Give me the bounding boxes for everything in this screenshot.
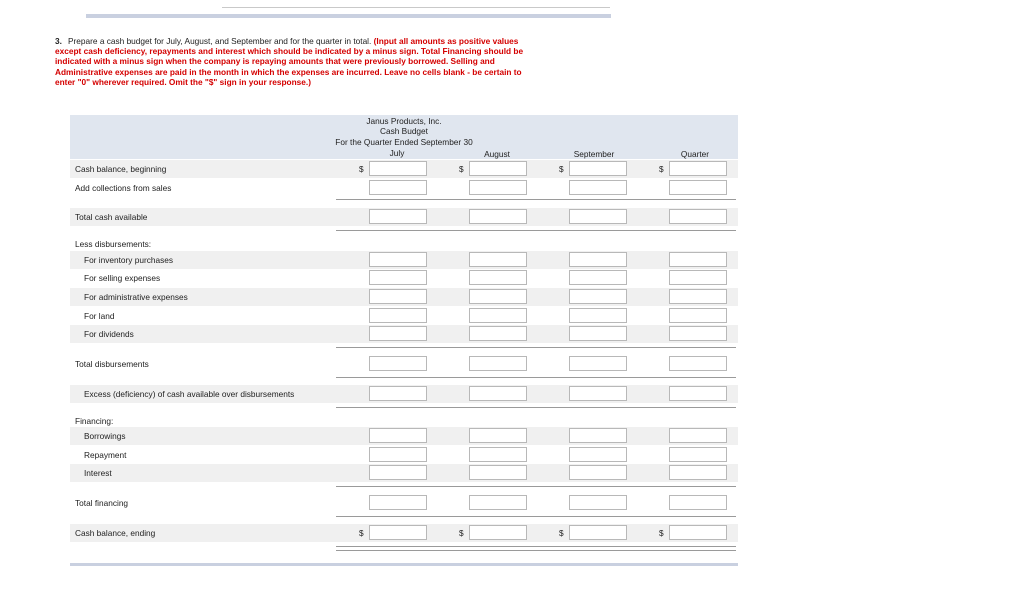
column-header-quarter: Quarter (680, 149, 710, 159)
dividends-september-input[interactable] (569, 326, 627, 341)
row-land (70, 307, 738, 325)
row-label: Repayment (84, 450, 127, 460)
cash-ending-august-input[interactable] (469, 525, 527, 540)
row-dividends (70, 325, 738, 343)
total-cash-available-quarter-input[interactable] (669, 209, 727, 224)
borrowings-september-input[interactable] (569, 428, 627, 443)
collections-august-input[interactable] (469, 180, 527, 195)
cash-beginning-july-input[interactable] (369, 161, 427, 176)
dividends-august-input[interactable] (469, 326, 527, 341)
interest-september-input[interactable] (569, 465, 627, 480)
row-label: Total disbursements (75, 359, 149, 369)
question-red-instructions: (Input all amounts as positive values except cash deficiency, repayments and interest which should be indicated by a minus sign. Total Financing should be indicated with a minus sign when the company is repaying amounts that were previously borrowed. Selling and Administrative expenses are paid in the month in which the expenses are incurred. Leave no cells blank - be certain to enter "0" wherever required. Omit the "$" sign in your response.) (55, 36, 524, 87)
admin-august-input[interactable] (469, 289, 527, 304)
row-label: Cash balance, ending (75, 528, 156, 538)
row-label: Excess (deficiency) of cash available over disbursements (84, 389, 295, 399)
excess-september-input[interactable] (569, 386, 627, 401)
collections-july-input[interactable] (369, 180, 427, 195)
table-header (70, 115, 738, 159)
dollar-sign: $ (459, 164, 464, 174)
land-september-input[interactable] (569, 308, 627, 323)
dollar-sign: $ (559, 164, 564, 174)
row-selling-expenses (70, 269, 738, 287)
repayment-july-input[interactable] (369, 447, 427, 462)
top-accent-bar (86, 14, 611, 18)
repayment-august-input[interactable] (469, 447, 527, 462)
row-collections-from-sales (70, 179, 738, 197)
total-financing-july-input[interactable] (369, 495, 427, 510)
budget-period: For the Quarter Ended September 30 (335, 137, 473, 147)
land-quarter-input[interactable] (669, 308, 727, 323)
total-cash-available-august-input[interactable] (469, 209, 527, 224)
dollar-sign: $ (359, 164, 364, 174)
subtotal-rule (336, 407, 736, 408)
total-financing-september-input[interactable] (569, 495, 627, 510)
excess-quarter-input[interactable] (669, 386, 727, 401)
cash-beginning-august-input[interactable] (469, 161, 527, 176)
row-label: Interest (84, 468, 112, 478)
subtotal-rule (336, 486, 736, 487)
repayment-september-input[interactable] (569, 447, 627, 462)
cash-ending-quarter-input[interactable] (669, 525, 727, 540)
budget-title: Cash Budget (380, 126, 428, 136)
row-label: Total cash available (75, 212, 148, 222)
company-name: Janus Products, Inc. (366, 116, 442, 126)
subtotal-rule (336, 377, 736, 378)
dividends-quarter-input[interactable] (669, 326, 727, 341)
question-text: Prepare a cash budget for July, August, and September and for the quarter in total. (68, 36, 374, 46)
bottom-accent-bar (70, 563, 738, 566)
cash-ending-july-input[interactable] (369, 525, 427, 540)
excess-august-input[interactable] (469, 386, 527, 401)
subtotal-rule (336, 199, 736, 200)
double-rule-top (336, 546, 736, 547)
row-total-cash-available (70, 208, 738, 226)
cash-ending-september-input[interactable] (569, 525, 627, 540)
dollar-sign: $ (659, 528, 664, 538)
subtotal-rule (336, 516, 736, 517)
collections-september-input[interactable] (569, 180, 627, 195)
cash-beginning-quarter-input[interactable] (669, 161, 727, 176)
top-divider (222, 7, 610, 8)
row-label: For administrative expenses (84, 292, 188, 302)
row-label: For selling expenses (84, 273, 161, 283)
borrowings-july-input[interactable] (369, 428, 427, 443)
row-excess-deficiency (70, 385, 738, 403)
total-disbursements-july-input[interactable] (369, 356, 427, 371)
interest-august-input[interactable] (469, 465, 527, 480)
row-label: For land (84, 311, 115, 321)
land-july-input[interactable] (369, 308, 427, 323)
subtotal-rule (336, 230, 736, 231)
question-instructions (55, 36, 525, 87)
total-financing-quarter-input[interactable] (669, 495, 727, 510)
row-interest (70, 464, 738, 482)
row-cash-balance-ending (70, 524, 738, 542)
dollar-sign: $ (459, 528, 464, 538)
inventory-september-input[interactable] (569, 252, 627, 267)
admin-july-input[interactable] (369, 289, 427, 304)
total-cash-available-september-input[interactable] (569, 209, 627, 224)
column-header-july: July (389, 148, 405, 158)
row-label: Add collections from sales (75, 183, 172, 193)
interest-quarter-input[interactable] (669, 465, 727, 480)
selling-september-input[interactable] (569, 270, 627, 285)
column-header-september: September (573, 149, 615, 159)
land-august-input[interactable] (469, 308, 527, 323)
selling-july-input[interactable] (369, 270, 427, 285)
double-rule-bottom (336, 550, 736, 551)
selling-quarter-input[interactable] (669, 270, 727, 285)
subtotal-rule (336, 347, 736, 348)
repayment-quarter-input[interactable] (669, 447, 727, 462)
row-borrowings (70, 427, 738, 445)
admin-september-input[interactable] (569, 289, 627, 304)
total-cash-available-july-input[interactable] (369, 209, 427, 224)
dollar-sign: $ (659, 164, 664, 174)
row-total-disbursements (70, 355, 738, 373)
total-disbursements-august-input[interactable] (469, 356, 527, 371)
row-label: For dividends (84, 329, 134, 339)
section-heading: Financing: (75, 416, 114, 426)
row-label: Cash balance, beginning (75, 164, 167, 174)
borrowings-quarter-input[interactable] (669, 428, 727, 443)
question-number: 3. (55, 36, 62, 46)
row-inventory-purchases (70, 251, 738, 269)
admin-quarter-input[interactable] (669, 289, 727, 304)
dividends-july-input[interactable] (369, 326, 427, 341)
section-heading: Less disbursements: (75, 239, 152, 249)
column-header-august: August (484, 149, 510, 159)
row-repayment (70, 446, 738, 464)
borrowings-august-input[interactable] (469, 428, 527, 443)
total-financing-august-input[interactable] (469, 495, 527, 510)
total-disbursements-quarter-input[interactable] (669, 356, 727, 371)
row-cash-balance-beginning (70, 160, 738, 178)
row-label: Borrowings (84, 431, 126, 441)
dollar-sign: $ (559, 528, 564, 538)
total-disbursements-september-input[interactable] (569, 356, 627, 371)
cash-beginning-september-input[interactable] (569, 161, 627, 176)
inventory-quarter-input[interactable] (669, 252, 727, 267)
inventory-july-input[interactable] (369, 252, 427, 267)
row-total-financing (70, 494, 738, 512)
inventory-august-input[interactable] (469, 252, 527, 267)
selling-august-input[interactable] (469, 270, 527, 285)
collections-quarter-input[interactable] (669, 180, 727, 195)
dollar-sign: $ (359, 528, 364, 538)
row-label: Total financing (75, 498, 129, 508)
row-label: For inventory purchases (84, 255, 174, 265)
interest-july-input[interactable] (369, 465, 427, 480)
row-administrative-expenses (70, 288, 738, 306)
excess-july-input[interactable] (369, 386, 427, 401)
